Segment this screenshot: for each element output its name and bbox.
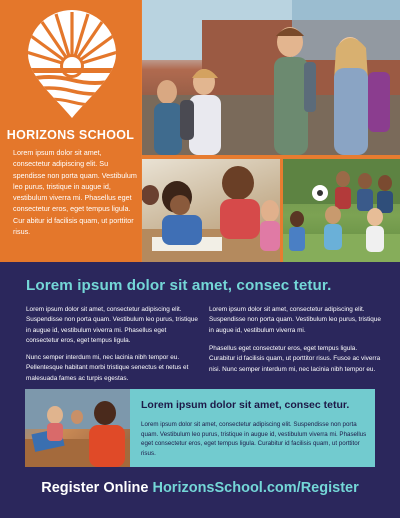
callout-text: Lorem ipsum dolor sit amet, consectetur adipiscing elit. Suspendisse non porta quam. Vestibulum leo purus, tristique in augue id, vestibulum viverra mi. Phasellus eget consectetur eros, eget tempus ligula. Curabitur id facilisis quam, ut porttitor risus. xyxy=(141,421,367,457)
school-panel xyxy=(0,0,141,262)
teacher-reading-photo xyxy=(142,159,280,262)
teacher-classroom-photo xyxy=(25,389,130,467)
kids-on-field-photo xyxy=(283,159,400,262)
column2-paragraph1: Lorem ipsum dolor sit amet, consectetur adipiscing elit. Suspendisse non porta quam. Vestibulum leo purus, tristique in augue id, vestibulum viverra mi. xyxy=(209,306,381,334)
callout-box xyxy=(130,389,375,467)
column1-paragraph2: Nunc semper interdum mi, nec lacinia nibh tempor eu. Pellentesque habitant morbi tristique senectus et netus et malesuada fames ac turpis egestas. xyxy=(26,354,189,382)
school-blurb: Lorem ipsum dolor sit amet, consectetur adipiscing elit. Su spendisse non porta quam. Vestibulum leo purus, tristique in augue id, vestibulum viverra mi. Phasellus eget consectetur eros, eget tempus ligula. Cur abitur id facilisis quam, ut porttitor risus. xyxy=(13,148,137,237)
register-label: Register Online xyxy=(41,480,149,496)
students-walking-photo xyxy=(142,0,400,155)
main-headline: Lorem ipsum dolor sit amet, consec tetur. xyxy=(26,277,332,294)
callout-title: Lorem ipsum dolor sit amet, consec tetur. xyxy=(141,399,350,411)
register-banner xyxy=(0,480,400,496)
sunrise-logo-icon xyxy=(26,10,118,122)
register-link[interactable]: HorizonsSchool.com/Register xyxy=(152,480,359,496)
column1-paragraph1: Lorem ipsum dolor sit amet, consectetur adipiscing elit. Suspendisse non porta quam. Vestibulum leo purus, tristique in augue id, vestibulum viverra mi. Phasellus eget consectetur eros, eget tempus ligula. xyxy=(26,306,198,345)
school-name: HORIZONS SCHOOL xyxy=(6,128,135,142)
column2-paragraph2: Phasellus eget consectetur eros, eget tempus ligula. Curabitur id facilisis quam, ut porttitor risus. Fusce ac viverra nisi. Nunc semper interdum mi, nec lacinia nibh tempor eu. xyxy=(209,345,381,373)
